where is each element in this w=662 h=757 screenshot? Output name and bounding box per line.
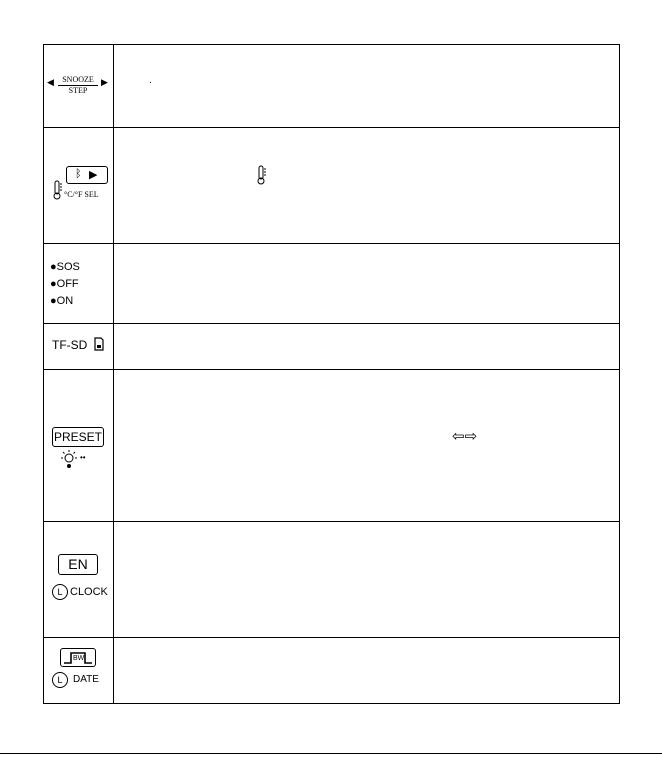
preset-dots: ••: [80, 453, 86, 462]
date-label: DATE: [73, 674, 99, 685]
row-tfsd: [44, 323, 619, 369]
preset-key: PRESET: [52, 427, 104, 447]
switch-item-off: ●OFF: [50, 278, 79, 290]
bluetooth-play-key: [66, 166, 108, 184]
text-cell-snooze: [114, 45, 619, 127]
bluetooth-icon: ᛒ: [75, 168, 82, 180]
icon-cell-en: [44, 522, 114, 637]
row-switch: [44, 243, 619, 323]
switch-item-sos: ●SOS: [50, 261, 80, 273]
row-bw: [44, 637, 619, 703]
icon-cell-tfsd: [44, 324, 114, 369]
switch-item-on: ●ON: [50, 295, 74, 307]
bullet-icon: ●: [50, 295, 57, 307]
icon-cell-snooze: [44, 45, 114, 127]
long-press-icon: L: [52, 672, 68, 688]
left-arrow-icon: ◀: [47, 77, 54, 87]
bw-key: [60, 648, 96, 667]
sd-card-icon: [94, 337, 104, 351]
row-preset: [44, 369, 619, 521]
stray-dot: .: [149, 75, 152, 86]
tfsd-label: TF-SD: [52, 338, 88, 352]
text-cell-en: [114, 522, 619, 637]
step-label: STEP: [68, 86, 88, 95]
manual-table: [43, 44, 620, 704]
en-key: EN: [58, 554, 98, 575]
icon-cell-switch: [44, 244, 114, 323]
long-press-icon: L: [52, 584, 68, 600]
bw-label: BW: [73, 655, 85, 662]
clock-label: CLOCK: [70, 586, 108, 598]
light-bulb-icon: [59, 449, 79, 471]
thermometer-icon: [256, 165, 266, 185]
left-right-arrows-icon: ⇦⇨: [452, 428, 478, 445]
icon-cell-bw: [44, 638, 114, 703]
text-cell-switch: [114, 244, 619, 323]
icon-cell-preset: [44, 370, 114, 521]
text-cell-bw: [114, 638, 619, 703]
play-icon: ▶: [89, 169, 98, 181]
row-en: [44, 521, 619, 637]
row-snooze: [44, 45, 619, 127]
right-arrow-icon: ▶: [101, 77, 108, 87]
row-bluetooth: [44, 127, 619, 243]
text-cell-bluetooth: [114, 128, 619, 243]
text-cell-tfsd: [114, 324, 619, 369]
bullet-icon: ●: [50, 261, 57, 273]
unit-select-label: °C/°F SEL: [64, 190, 99, 199]
bottom-rule: [0, 753, 662, 754]
bullet-icon: ●: [50, 278, 57, 290]
icon-cell-bluetooth: [44, 128, 114, 243]
text-cell-preset: [114, 370, 619, 521]
snooze-label: SNOOZE: [58, 75, 98, 86]
thermometer-icon: [52, 180, 62, 200]
